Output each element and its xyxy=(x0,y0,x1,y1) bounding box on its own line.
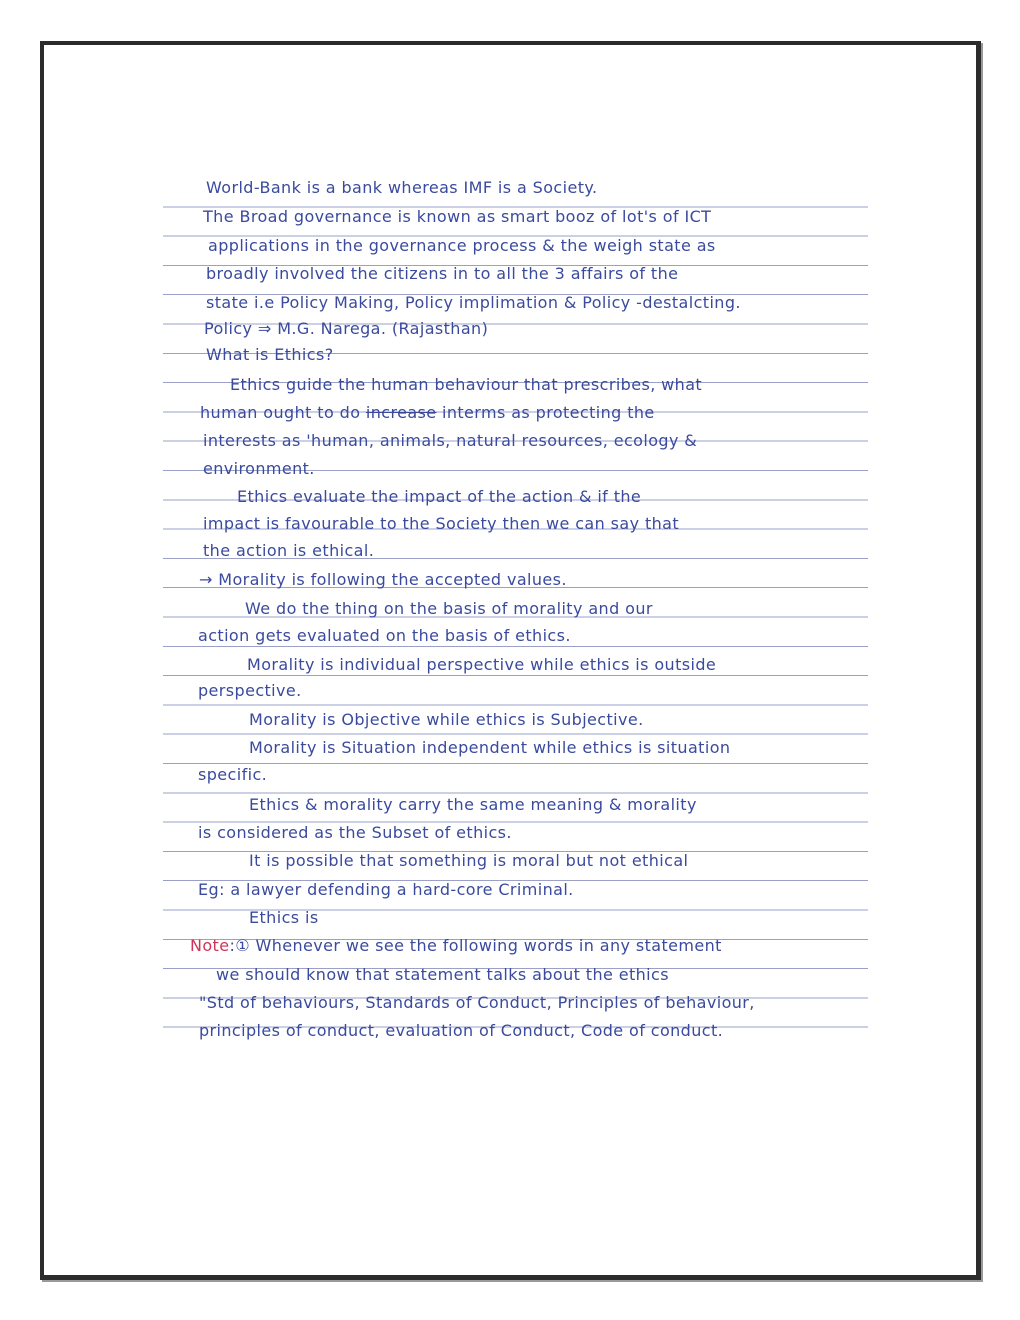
note-line xyxy=(200,398,655,427)
ruled-notebook-page xyxy=(163,178,868,1048)
note-line: → Morality is following the accepted values. xyxy=(199,570,567,589)
note-line: the action is ethical. xyxy=(203,541,375,560)
note-line xyxy=(190,931,722,960)
note-line: Morality is individual perspective while ethics is outside xyxy=(247,655,717,674)
note-line: broadly involved the citizens in to all the 3 affairs of the xyxy=(206,264,679,283)
note-text: interms as protecting the xyxy=(436,403,655,422)
note-line: What is Ethics? xyxy=(206,345,334,364)
note-line: specific. xyxy=(198,765,268,784)
note-line: applications in the governance process & the weigh state as xyxy=(208,236,716,255)
note-line: The Broad governance is known as smart booz of lot's of ICT xyxy=(203,207,712,226)
note-line: Eg: a lawyer defending a hard-core Criminal. xyxy=(198,880,574,899)
note-line: action gets evaluated on the basis of ethics. xyxy=(198,626,571,645)
note-line: impact is favourable to the Society then we can say that xyxy=(203,514,680,533)
note-text: human ought to do xyxy=(200,403,366,422)
note-line: principles of conduct, evaluation of Conduct, Code of conduct. xyxy=(199,1021,724,1040)
note-line: "Std of behaviours, Standards of Conduct, Principles of behaviour, xyxy=(199,993,755,1012)
note-line: is considered as the Subset of ethics. xyxy=(198,823,512,842)
note-line: Ethics evaluate the impact of the action & if the xyxy=(237,487,642,506)
note-line: environment. xyxy=(203,459,315,478)
note-line: Ethics & morality carry the same meaning & morality xyxy=(249,795,697,814)
note-line: Ethics is xyxy=(249,908,319,927)
note-line: state i.e Policy Making, Policy implimation & Policy -destalcting. xyxy=(206,293,741,312)
note-line: We do the thing on the basis of morality and our xyxy=(245,599,653,618)
note-line: Policy ⇒ M.G. Narega. (Rajasthan) xyxy=(204,319,489,338)
note-line: Morality is Situation independent while ethics is situation xyxy=(249,738,731,757)
note-line: perspective. xyxy=(198,681,302,700)
note-line: Ethics guide the human behaviour that prescribes, what xyxy=(230,375,703,394)
struck-out-word: increase xyxy=(365,403,437,422)
note-text: :① Whenever we see the following words in any statement xyxy=(229,936,722,955)
note-line: we should know that statement talks about the ethics xyxy=(216,965,669,984)
note-label: Note xyxy=(190,936,230,955)
note-line: Morality is Objective while ethics is Subjective. xyxy=(249,710,644,729)
note-line: It is possible that something is moral but not ethical xyxy=(249,851,689,870)
note-line: interests as 'human, animals, natural resources, ecology & xyxy=(203,431,698,450)
note-line: World-Bank is a bank whereas IMF is a Society. xyxy=(206,178,598,197)
